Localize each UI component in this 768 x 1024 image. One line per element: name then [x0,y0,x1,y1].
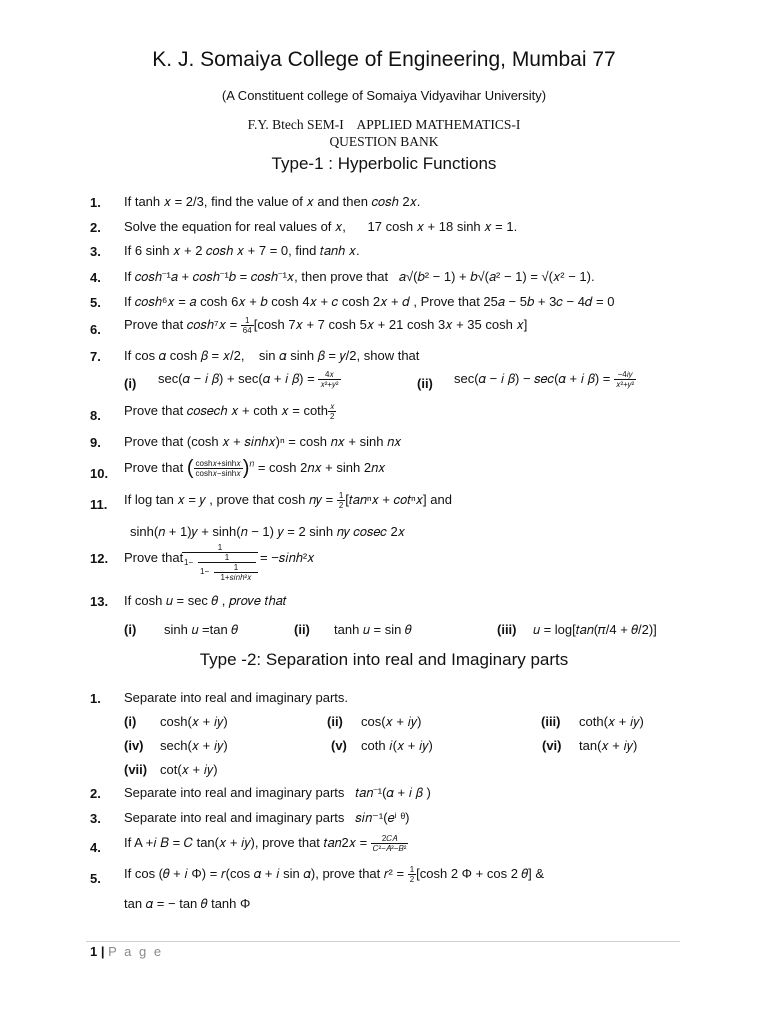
q10-tail: = cosh 2𝑛𝑥 + sinh 2𝑛𝑥 [254,459,386,475]
q11-lead: If log tan 𝑥 = 𝑦 , prove that cosh 𝑛𝑦 = [124,491,337,507]
q6-text [124,316,527,335]
q7-i-fraction [318,370,340,389]
affiliation: (A Constituent college of Somaiya Vidyavihar University) [221,88,547,103]
doc-type: QUESTION BANK [329,134,439,149]
q13-text: If cosh 𝑢 = sec 𝜃 , 𝑝𝑟𝑜𝑣𝑒 𝑡ℎ𝑎𝑡 [124,593,287,608]
course-name: F.Y. Btech SEM-I APPLIED MATHEMATICS-I [247,117,521,132]
q8-lead: Prove that 𝑐𝑜𝑠𝑒𝑐ℎ 𝑥 + coth 𝑥 = coth [124,402,329,418]
q7-ii-den: 𝑥²+𝑦² [615,380,635,389]
page-footer [90,944,163,959]
q12-f1: 1 [182,543,258,553]
q11-line2: sinh(𝑛 + 1)𝑦 + sinh(𝑛 − 1) 𝑦 = 2 sinh 𝑛𝑦 𝑐𝑜𝑠𝑒𝑐 2𝑥 [130,524,405,539]
q12-minus2: 1− [200,567,210,576]
q11-tail: [𝑡𝑎𝑛ⁿ𝑥 + 𝑐𝑜𝑡ⁿ𝑥] and [345,491,452,507]
q12-f2: 1 [198,553,256,563]
s2-q1-text: Separate into real and imaginary parts. [124,690,349,705]
s2-q3-text: Separate into real and imaginary parts 𝑠𝑖𝑛⁻¹(𝑒ⁱ ᶿ) [124,810,410,825]
s2-q1-part-ii-expr: cos(𝑥 + 𝑖𝑦) [361,714,422,729]
s2-q4-frac-num: 2𝐶𝐴 [371,834,409,844]
q7-i-den: 𝑥²+𝑦² [320,380,339,389]
q5-text: If 𝑐𝑜𝑠ℎ⁶𝑥 = 𝑎 cosh 6𝑥 + 𝑏 cosh 4𝑥 + 𝑐 cosh 2𝑥 + 𝑑 , Prove that 25𝑎 − 5𝑏 + 3𝑐 − 4𝑑 = 0 [124,294,615,309]
q12-continued-fraction [182,543,260,583]
q10-lead: Prove that [124,459,187,475]
q6-fraction [241,316,254,335]
s2-q1-part-iii-expr: coth(𝑥 + 𝑖𝑦) [579,714,644,729]
s2-q1-part-v-label: (v) [331,738,347,753]
q10-paren-close: ) [242,457,250,479]
q1-number: 1. [90,195,101,210]
q10-text [124,457,385,480]
q13-iii-label: (iii) [497,622,517,637]
s2-q3-number: 3. [90,811,101,826]
q7-i-label: (i) [124,376,137,391]
footer-separator: | [100,944,105,959]
s2-q1-part-iv-expr: sech(𝑥 + 𝑖𝑦) [160,738,228,753]
q12-minus1: 1− [184,558,194,567]
s2-q1-part-i-label: (i) [124,714,137,729]
s2-q5-frac-den: 2 [409,875,415,884]
q7-i-text: sec(𝛼 − 𝑖 𝛽) + sec(𝛼 + 𝑖 𝛽) = [158,370,319,386]
section1-title: Type-1 : Hyperbolic Functions [271,154,497,173]
q4-number: 4. [90,270,101,285]
q6-tail: [cosh 7𝑥 + 7 cosh 5𝑥 + 21 cosh 3𝑥 + 35 cosh 𝑥] [253,316,528,332]
q11-number: 11. [90,497,108,512]
q5-number: 5. [90,295,101,310]
q13-ii-label: (ii) [294,622,310,637]
q2-number: 2. [90,220,101,235]
q6-lead: Prove that 𝑐𝑜𝑠ℎ⁷𝑥 = [124,316,241,332]
q6-frac-den: 64 [242,326,252,335]
q12-number: 12. [90,551,109,566]
q8-fraction [328,402,336,421]
q9-number: 9. [90,435,101,450]
q10-fraction [194,459,243,478]
q7-number: 7. [90,349,101,364]
page-number: 1 [90,944,98,959]
q8-frac-num: 𝑥 [330,402,335,411]
s2-q4-frac-den: 𝐶²−𝐴²−𝐵² [372,844,407,853]
course-heading [0,116,768,150]
q10-frac-den: cosh𝑥−sinh𝑥 [195,469,241,478]
s2-q2-number: 2. [90,786,101,801]
q12-lead: Prove that [124,550,184,565]
s2-q4-text [124,834,408,853]
footer-divider [86,941,680,942]
q9-text: Prove that (cosh 𝑥 + 𝑠𝑖𝑛ℎ𝑥)ⁿ = cosh 𝑛𝑥 + sinh 𝑛𝑥 [124,434,402,449]
s2-q1-part-vi-label: (vi) [542,738,562,753]
s2-q1-part-vii-label: (vii) [124,762,148,777]
q13-iii-text: 𝑢 = log[𝑡𝑎𝑛(𝜋/4 + 𝜃/2)] [533,622,657,637]
q12-f4: 1+𝑠𝑖𝑛ℎ²𝑥 [220,573,252,582]
q11-fraction [337,491,345,510]
s2-q1-number: 1. [90,691,101,706]
s2-q1-part-vi-expr: tan(𝑥 + 𝑖𝑦) [579,738,638,753]
s2-q1-part-iii-label: (iii) [541,714,561,729]
s2-q5-line2: tan 𝛼 = − tan 𝜃 tanh Φ [124,896,251,911]
q7-ii-label: (ii) [417,376,433,391]
q3-text: If 6 sinh 𝑥 + 2 𝑐𝑜𝑠ℎ 𝑥 + 7 = 0, find 𝑡𝑎𝑛ℎ 𝑥. [124,243,360,258]
q4-text: If 𝑐𝑜𝑠ℎ⁻¹𝑎 + 𝑐𝑜𝑠ℎ⁻¹𝑏 = 𝑐𝑜𝑠ℎ⁻¹𝑥, then prove that 𝑎√(𝑏² − 1) + 𝑏√(𝑎² − 1) = √(𝑥² − 1). [124,269,595,284]
q7-ii-fraction [614,370,636,389]
q7-ii-text: sec(𝛼 − 𝑖 𝛽) − 𝑠𝑒𝑐(𝛼 + 𝑖 𝛽) = [454,370,614,386]
page-label: P a g e [108,944,164,959]
s2-q1-part-ii-label: (ii) [327,714,343,729]
s2-q4-fraction [371,834,409,853]
section2-title: Type -2: Separation into real and Imaginary parts [199,650,569,669]
q7-text: If cos 𝛼 cosh 𝛽 = 𝑥/2, sin 𝛼 sinh 𝛽 = 𝑦/2, show that [124,348,420,363]
q8-frac-den: 2 [330,412,335,421]
q10-exponent: 𝑛 [249,458,255,469]
q10-paren-open: ( [186,457,194,479]
s2-q5-frac-num: 1 [409,865,415,874]
q13-number: 13. [90,594,109,609]
s2-q1-part-i-expr: cosh(𝑥 + 𝑖𝑦) [160,714,228,729]
q13-i-text: sinh 𝑢 =tan 𝜃 [164,622,238,637]
q7-i-num: 4𝑥 [318,370,340,380]
s2-q4-lead: If A +𝑖 𝐵 = 𝐶 tan(𝑥 + 𝑖𝑦), prove that 𝑡𝑎𝑛2𝑥 = [124,834,371,850]
s2-q1-part-v-expr: coth 𝑖(𝑥 + 𝑖𝑦) [361,738,433,753]
s2-q5-tail: [cosh 2 Φ + cos 2 𝜃] & [416,865,545,881]
q7-ii-num: −4𝑖𝑦 [614,370,636,380]
q13-i-label: (i) [124,622,137,637]
q10-frac-num: cosh𝑥+sinh𝑥 [195,459,241,468]
q11-frac-den: 2 [338,501,344,510]
q3-number: 3. [90,244,101,259]
s2-q5-text [124,865,544,884]
q6-number: 6. [90,322,101,337]
q11-text [124,491,452,510]
q8-number: 8. [90,408,101,423]
s2-q5-lead: If cos (𝜃 + 𝑖 Φ) = 𝑟(cos 𝛼 + 𝑖 sin 𝛼), prove that 𝑟² = [124,865,408,881]
q12-f3: 1 [214,563,258,573]
q2-text: Solve the equation for real values of 𝑥, 17 cosh 𝑥 + 18 sinh 𝑥 = 1. [124,219,518,234]
college-title: K. J. Somaiya College of Engineering, Mumbai 77 [152,48,616,71]
s2-q2-text: Separate into real and imaginary parts 𝑡𝑎𝑛⁻¹(𝛼 + 𝑖 𝛽 ) [124,785,431,800]
s2-q5-fraction [408,865,416,884]
q12-tail: = −𝑠𝑖𝑛ℎ²𝑥 [260,550,315,565]
q1-text: If tanh 𝑥 = 2/3, find the value of 𝑥 and then 𝑐𝑜𝑠ℎ 2𝑥. [124,194,421,209]
q7-i-expr [158,370,341,389]
q13-ii-text: tanh 𝑢 = sin 𝜃 [334,622,412,637]
q8-text [124,402,336,421]
q7-ii-expr [454,370,636,389]
s2-q1-part-vii-expr: cot(𝑥 + 𝑖𝑦) [160,762,218,777]
s2-q4-number: 4. [90,840,101,855]
q6-frac-num: 1 [241,316,254,326]
q11-frac-num: 1 [338,491,344,500]
s2-q1-part-iv-label: (iv) [124,738,144,753]
q10-number: 10. [90,466,109,481]
s2-q5-number: 5. [90,871,101,886]
q12-level2 [182,553,260,583]
